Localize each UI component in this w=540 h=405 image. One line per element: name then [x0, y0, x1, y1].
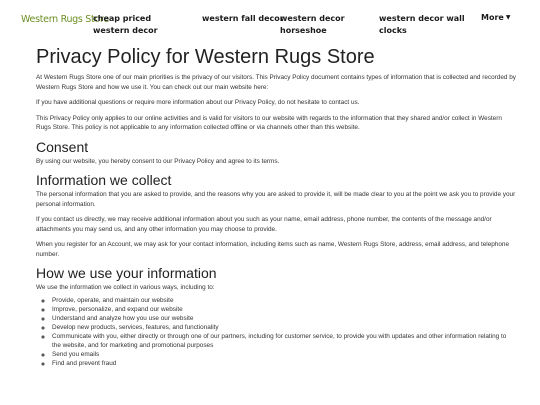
caret-down-icon: ▼ — [505, 14, 511, 21]
nav-link-western-decor-horseshoe[interactable]: western decor horseshoe — [280, 14, 345, 35]
nav-link-western-fall-decor[interactable]: western fall decor — [202, 14, 284, 23]
policy-content — [36, 46, 516, 368]
nav-link-cheap-priced-western-decor[interactable]: cheap priced western decor — [93, 14, 158, 35]
list-item: ◦ Understand and analyze how you use our website — [52, 314, 516, 323]
more-label: More — [481, 13, 504, 22]
intro-paragraph-1: At Western Rugs Store one of our main priorities is the privacy of our visitors. This Privacy Policy document contains types of information that is collected and recorded by Western Rugs Store and how we use it. You can check out our main website here: — [36, 74, 516, 91]
collect-heading: Information we collect — [36, 172, 172, 188]
top-navbar — [0, 0, 540, 40]
intro-paragraph-3: This Privacy Policy only applies to our online activities and is valid for visitors to our website with regards to the information that they shared and/or collect in Western Rugs Store. This policy is not applicable to any information collected offline or via channels other than this website. — [36, 114, 502, 131]
list-item: ◦ Improve, personalize, and expand our website — [52, 305, 516, 314]
collect-paragraph-3: When you register for an Account, we may ask for your contact information, including items such as name, Western Rugs Store, address, email address, and telephone number. — [36, 241, 510, 258]
consent-text: By using our website, you hereby consent to our Privacy Policy and agree to its terms. — [36, 157, 280, 165]
consent-heading: Consent — [36, 138, 89, 155]
list-item: ◦ Develop new products, services, features, and functionality — [52, 323, 516, 332]
more-dropdown[interactable] — [481, 13, 510, 22]
list-item: ◦ Find and prevent fraud — [52, 359, 516, 368]
page-title: Privacy Policy for Western Rugs Store — [36, 46, 375, 68]
collect-paragraph-2: If you contact us directly, we may receive additional information about you such as your name, email address, phone number, the contents of the message and/or attachments you may send us, and any other information you may choose to provide. — [36, 216, 492, 233]
intro-paragraph-2: If you have additional questions or require more information about our Privacy Policy, do not hesitate to contact us. — [36, 99, 360, 106]
use-heading: How we use your information — [36, 265, 217, 281]
use-intro: We use the information we collect in various ways, including to: — [36, 284, 215, 291]
list-item: ◦ Provide, operate, and maintain our website — [52, 296, 516, 305]
nav-link-western-decor-wall-clocks[interactable]: western decor wall clocks — [379, 14, 465, 35]
list-item: ◦ Send you emails — [52, 350, 516, 359]
brand-logo[interactable]: Western Rugs Store — [21, 14, 109, 25]
collect-paragraph-1: The personal information that you are asked to provide, and the reasons why you are asked to provide it, will be made clear to you at the point we ask you to provide your personal information. — [36, 191, 516, 208]
use-list — [36, 296, 516, 368]
list-item: ◦ Communicate with you, either directly or through one of our partners, including for customer service, to provide you with updates and other information relating to the website, and for marketing and promotional purposes — [52, 332, 516, 350]
